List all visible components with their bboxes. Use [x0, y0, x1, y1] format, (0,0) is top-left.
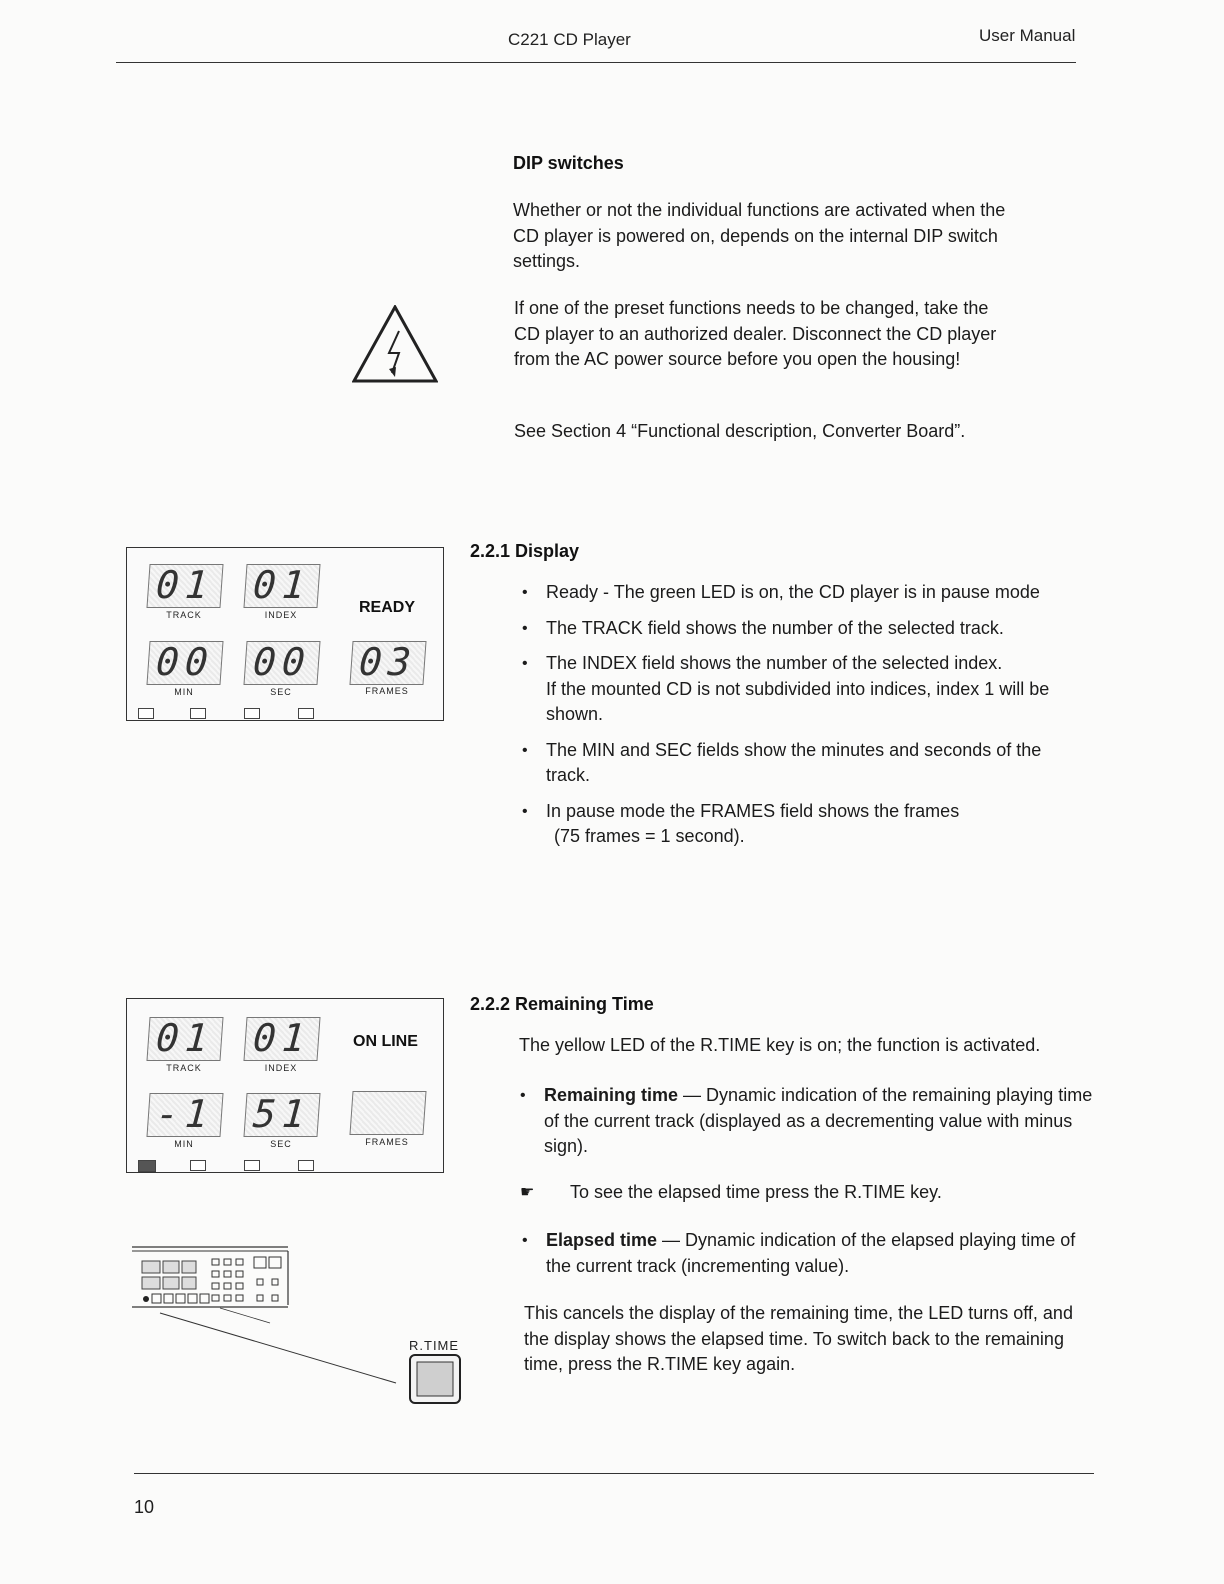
bullet-frames: • In pause mode the FRAMES field shows the frames (75 frames = 1 second). — [520, 799, 1080, 850]
indicator-led — [190, 1160, 206, 1171]
remaining-intro: The yellow LED of the R.TIME key is on; the function is activated. — [519, 1035, 1041, 1055]
sec-digits: 00 — [243, 641, 320, 685]
frames-digits — [349, 1091, 426, 1135]
remaining-outro: This cancels the display of the remaining time, the LED turns off, and the display shows the elapsed time. To switch back to the remaining time, press the R.TIME key again. — [524, 1303, 1073, 1374]
footer-rule — [134, 1473, 1094, 1474]
track-digits: 01 — [146, 564, 223, 608]
remaining-time-text: — Dynamic indication of the remaining playing time of the current track (displayed as a decrementing value with minus sign). — [544, 1085, 1093, 1156]
track-label: TRACK — [166, 610, 202, 620]
display-heading: 2.2.1 Display — [470, 541, 580, 561]
index-digits: 01 — [243, 1017, 320, 1061]
index-digits: 01 — [243, 564, 320, 608]
rtime-key-label: R.TIME — [409, 1338, 460, 1353]
status-online: ON LINE — [353, 1033, 418, 1050]
sec-digits: 51 — [243, 1093, 320, 1137]
index-label: INDEX — [264, 1063, 298, 1073]
bullet-track: • The TRACK field shows the number of the selected track. — [520, 616, 1080, 642]
display-panel-online — [126, 998, 444, 1173]
elapsed-time-label: Elapsed time — [546, 1230, 658, 1250]
indicator-led — [244, 1160, 260, 1171]
min-digits: 00 — [146, 641, 223, 685]
page-number: 10 — [134, 1497, 155, 1517]
dip-para-1: Whether or not the individual functions are activated when the CD player is powered on, depends on the internal DIP switch settings. — [513, 200, 1006, 271]
min-label: MIN — [174, 1139, 194, 1149]
pointing-hand-icon: ☛ — [520, 1184, 535, 1201]
indicator-led — [298, 708, 314, 719]
sec-label: SEC — [270, 1139, 292, 1149]
remaining-tip — [520, 1180, 1060, 1206]
header-title: C221 CD Player — [508, 30, 631, 49]
sec-label: SEC — [270, 687, 292, 697]
front-panel-illustration — [130, 1243, 475, 1413]
status-ready: READY — [359, 599, 416, 616]
display-bullets — [520, 580, 1080, 850]
index-label: INDEX — [264, 610, 298, 620]
indicator-led — [138, 708, 154, 719]
frames-label: FRAMES — [365, 1137, 409, 1147]
bullet-ready: • Ready - The green LED is on, the CD player is in pause mode — [520, 580, 1080, 606]
track-digits: 01 — [146, 1017, 223, 1061]
header-manual-label: User Manual — [979, 26, 1076, 45]
dip-para-3: See Section 4 “Functional description, Converter Board”. — [514, 421, 966, 441]
display-panel-ready — [126, 547, 444, 721]
indicator-led — [244, 708, 260, 719]
bullet-index-continuation: If the mounted CD is not subdivided into indices, index 1 will be shown. — [546, 678, 1050, 724]
warning-high-voltage-icon — [352, 305, 438, 383]
frames-label: FRAMES — [365, 686, 409, 696]
remaining-bullet-et — [520, 1228, 1080, 1279]
bullet-frames-continuation: (75 frames = 1 second). — [554, 826, 745, 846]
dip-heading: DIP switches — [513, 153, 624, 173]
remaining-tip-text: To see the elapsed time press the R.TIME key. — [570, 1182, 942, 1202]
frames-digits: 03 — [349, 641, 426, 685]
track-label: TRACK — [166, 1063, 202, 1073]
remaining-bullet-rt — [518, 1083, 1093, 1160]
remaining-heading: 2.2.2 Remaining Time — [470, 994, 654, 1014]
header-rule — [116, 62, 1076, 63]
min-label: MIN — [174, 687, 194, 697]
bullet-min-sec: • The MIN and SEC fields show the minutes and seconds of the track. — [520, 738, 1080, 789]
indicator-led — [298, 1160, 314, 1171]
bullet-index: • The INDEX field shows the number of the selected index. If the mounted CD is not subdivided into indices, index 1 will be shown. — [520, 651, 1080, 728]
indicator-led — [190, 708, 206, 719]
dip-para-2: If one of the preset functions needs to be changed, take the CD player to an authorized dealer. Disconnect the CD player from the AC power source before you open the housing! — [514, 298, 997, 369]
min-digits: -1 — [146, 1093, 223, 1137]
elapsed-time-text: — Dynamic indication of the elapsed playing time of the current track (incrementing value). — [546, 1230, 1076, 1276]
remaining-time-label: Remaining time — [544, 1085, 679, 1105]
indicator-led-on — [138, 1160, 156, 1172]
